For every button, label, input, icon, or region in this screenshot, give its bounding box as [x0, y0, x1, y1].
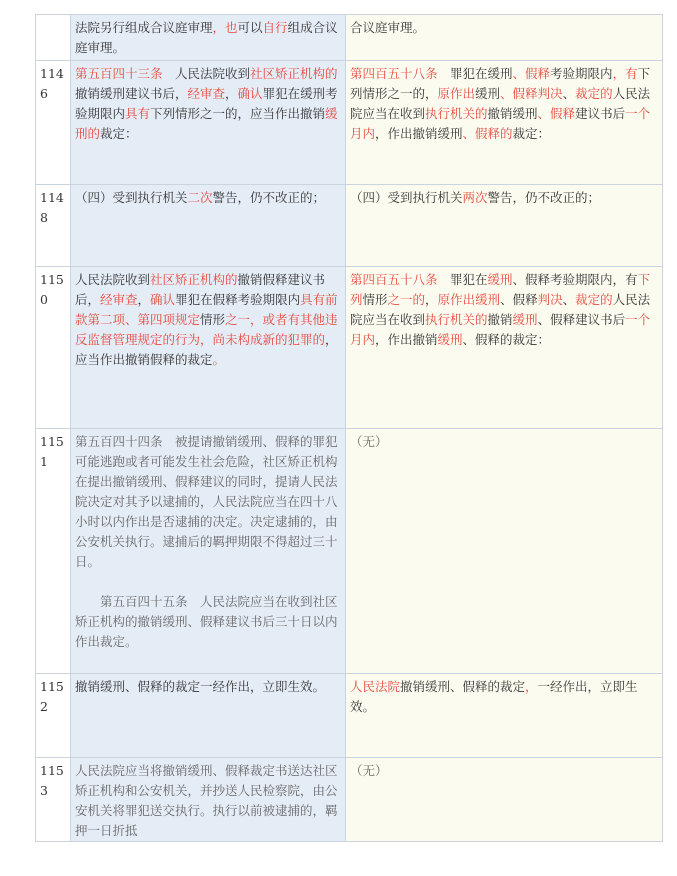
- text-run: ，应当作出撤销假释的裁定: [75, 332, 338, 367]
- text-run: 缓刑: [475, 86, 501, 101]
- text-run: 罪犯在假释考验期限内: [175, 292, 301, 307]
- changed-text: 社区矫正机构的: [150, 272, 238, 287]
- changed-text: ，也: [212, 20, 238, 35]
- changed-text: 缓刑: [487, 272, 513, 287]
- text-run: （四）受到执行机关: [75, 190, 188, 205]
- text-run: 可以: [237, 20, 263, 35]
- row-number: [36, 15, 71, 61]
- old-text-cell: 人民法院应当将撤销缓刑、假释裁定书送达社区矫正机构和公安机关，并抄送人民检察院，由公安机关将罪犯送交执行。执行以前被逮捕的，羁押一日折抵: [71, 758, 346, 842]
- changed-text: 缓刑: [512, 312, 538, 327]
- changed-text: 执行机关的: [425, 312, 488, 327]
- text-run: 人民法院应当在收到: [350, 86, 651, 121]
- old-text-cell: [71, 267, 346, 429]
- text-run: 、假释建议书后: [537, 312, 626, 327]
- table-row: [36, 185, 663, 267]
- text-run: 组成合议庭审理。: [75, 20, 338, 55]
- changed-text: 裁定的: [575, 292, 613, 307]
- changed-text: 二次: [187, 190, 213, 205]
- table-row: [36, 758, 663, 842]
- changed-text: 原作出缓刑: [437, 292, 501, 307]
- new-text-cell: [346, 674, 663, 758]
- changed-text: 两次: [462, 190, 488, 205]
- text-run: 警告，仍不改正的；: [487, 190, 601, 205]
- text-run: ，: [137, 292, 151, 307]
- article-paragraph: 第五百四十五条 人民法院应当在收到社区矫正机构的撤销缓刑、假释建议书后三十日以内作出裁定。: [75, 594, 338, 649]
- changed-text: 缓刑: [437, 332, 463, 347]
- changed-text: 、假释判决: [500, 86, 563, 101]
- text-run: ，作出撤销缓刑: [375, 126, 463, 141]
- text-run: 、假释考验期限内，有: [512, 272, 638, 287]
- table-row: [36, 61, 663, 185]
- text-run: ，: [425, 292, 438, 307]
- text-run: 裁定：: [512, 126, 551, 141]
- text-run: 撤销缓刑、假释的裁定: [400, 679, 526, 694]
- text-run: 一经作出，立即生效。: [350, 679, 638, 714]
- text-run: 罪犯在: [437, 272, 488, 287]
- changed-text: 一个月内: [350, 106, 651, 141]
- text-run: 法院另行组成合议庭审理: [75, 20, 213, 35]
- text-run: 、: [562, 86, 576, 101]
- changed-text: 自行: [262, 20, 288, 35]
- text-run: 情形: [362, 292, 388, 307]
- text-run: 下列情形之一的，: [350, 66, 651, 101]
- new-text-cell: （无）: [346, 758, 663, 842]
- row-number: 1148: [36, 185, 71, 267]
- new-text-cell: （无）: [346, 429, 663, 674]
- changed-text: 判决: [537, 292, 563, 307]
- old-text-cell: [71, 674, 346, 758]
- text-run: 情形: [200, 312, 226, 327]
- text-run: 罪犯在缓刑考验期限内: [75, 86, 338, 121]
- row-number: 1153: [36, 758, 71, 842]
- changed-text: 第四百五十八条: [350, 272, 438, 287]
- text-run: 撤销缓刑、假释的裁定一经作出，立即生效。: [75, 679, 326, 694]
- text-run: ，作出撤销: [375, 332, 438, 347]
- table-row: [36, 429, 663, 674]
- changed-text: 、假释的: [462, 126, 513, 141]
- changed-text: 之一的: [387, 292, 426, 307]
- new-text-cell: [346, 185, 663, 267]
- changed-text: 裁定的: [575, 86, 613, 101]
- article-paragraph: 第五百四十四条 被提请撤销缓刑、假释的罪犯可能逃跑或者可能发生社会危险，社区矫正机构在提出撤销缓刑、假释建议的同时，提请人民法院决定对其予以逮捕的，人民法院应当在四十八小时以内作出是否逮捕的决定。决定逮捕的，由公安机关执行。逮捕后的羁押期限不得超过三十日。: [75, 434, 338, 569]
- text-run: 撤销: [487, 312, 513, 327]
- changed-text: 执行机关的: [425, 106, 488, 121]
- text-run: 撤销缓刑建议书后，: [75, 86, 188, 101]
- changed-text: 原作出: [437, 86, 476, 101]
- text-run: 、假释: [500, 292, 538, 307]
- changed-text: 、假释: [537, 106, 576, 121]
- old-text-cell: [71, 15, 346, 61]
- text-run: 罪犯在缓刑: [437, 66, 513, 81]
- changed-text: 第四百五十八条: [350, 66, 438, 81]
- text-run: 建议书后: [575, 106, 626, 121]
- text-run: 合议庭审理。: [350, 20, 426, 35]
- changed-text: 确认: [237, 86, 263, 101]
- comparison-table: [35, 14, 663, 842]
- row-number: 1146: [36, 61, 71, 185]
- changed-text: 人民法院: [350, 679, 401, 694]
- row-number: 1152: [36, 674, 71, 758]
- new-text-cell: [346, 15, 663, 61]
- changed-text: 社区矫正机构的: [250, 66, 338, 81]
- changed-text: 第五百四十三条: [75, 66, 163, 81]
- text-run: 人民法院应当在收到: [350, 292, 651, 327]
- text-run: （四）受到执行机关: [350, 190, 463, 205]
- changed-text: 经审查: [100, 292, 138, 307]
- text-run: 下列情形之一的，应当作出撤销: [150, 106, 326, 121]
- text-run: 人民法院收到: [162, 66, 251, 81]
- row-number: 1150: [36, 267, 71, 429]
- changed-text: 具有前款第二项、第四项规定: [75, 292, 338, 327]
- changed-text: 。: [212, 352, 226, 367]
- old-text-cell: [71, 61, 346, 185]
- text-run: 、: [562, 292, 576, 307]
- changed-text: 确认: [150, 292, 176, 307]
- text-run: 人民法院收到: [75, 272, 151, 287]
- text-run: 、假释的裁定：: [462, 332, 551, 347]
- changed-text: ，有: [612, 66, 638, 81]
- changed-text: 缓刑的: [75, 106, 338, 141]
- row-number: 1151: [36, 429, 71, 674]
- changed-text: 一个月内: [350, 312, 651, 347]
- old-text-cell: [71, 429, 346, 674]
- changed-text: 下列: [350, 272, 651, 307]
- changed-text: 之一，或者有其他违反监督管理规定的行为，尚未构成新的犯罪的: [75, 312, 338, 347]
- text-run: 撤销假释建议书后，: [75, 272, 326, 307]
- text-run: 考验期限内: [550, 66, 613, 81]
- text-run: 裁定：: [100, 126, 138, 141]
- text-run: 撤销缓刑: [487, 106, 538, 121]
- text-run: 警告，仍不改正的；: [212, 190, 326, 205]
- new-text-cell: [346, 267, 663, 429]
- new-text-cell: [346, 61, 663, 185]
- old-text-cell: [71, 185, 346, 267]
- text-run: ，: [225, 86, 238, 101]
- changed-text: 经审查: [187, 86, 226, 101]
- table-row: [36, 267, 663, 429]
- changed-text: ，: [525, 679, 538, 694]
- table-row: [36, 15, 663, 61]
- changed-text: 具有: [125, 106, 151, 121]
- changed-text: 、假释: [512, 66, 551, 81]
- table-row: [36, 674, 663, 758]
